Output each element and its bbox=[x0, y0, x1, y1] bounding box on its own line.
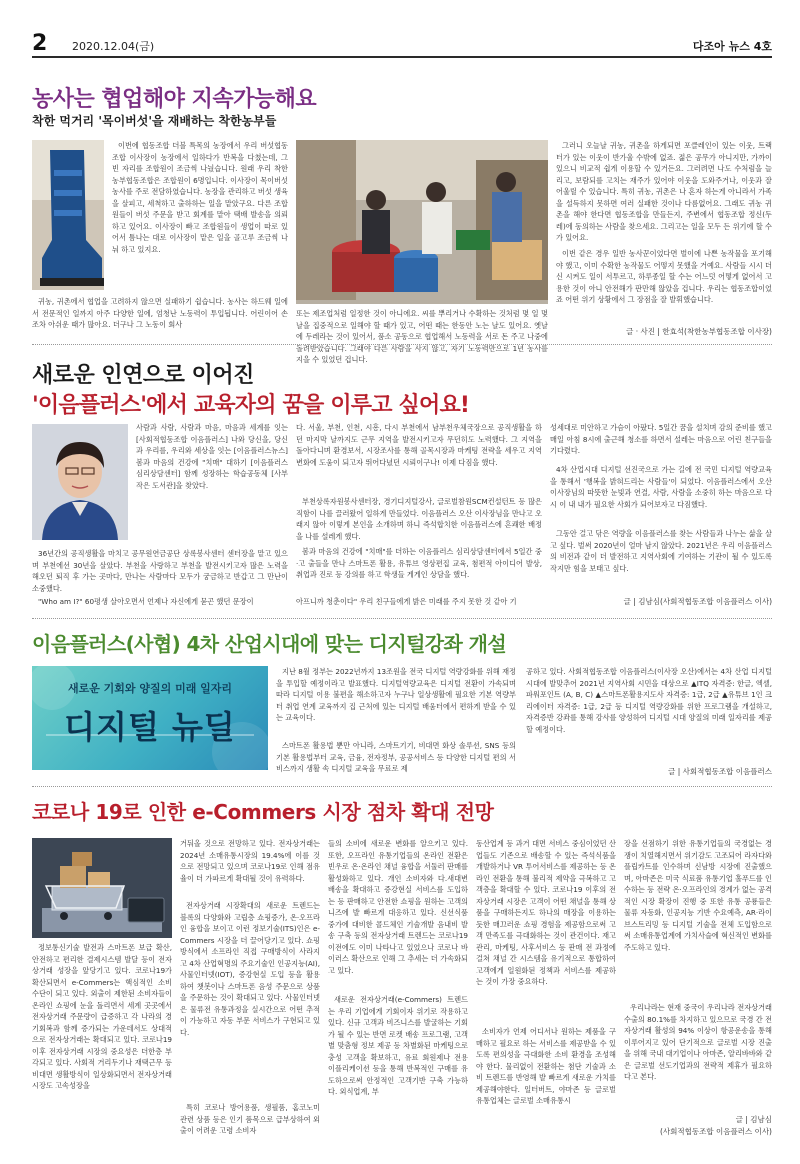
article-educator-col2: 다. 서울, 부천, 인천, 시흥, 다시 부천에서 남부천우체국장으로 공직생활을 하던 마지막 날까지도 근무 지역을 발전시키고자 무던히도 노력했다. 그 지역을 돌아다니며 환경보서, 시장조사를 통해 골목시장과 마케팅 전략을 세우고 지역 변화에 도움이 되고자 뛰어다녔던 시뢰이구나! 이제 다짐을 했다. bbox=[296, 423, 542, 467]
article-farming bbox=[32, 82, 772, 364]
article-digital-course-col1b: 스마트폰 활용법 뿐만 아니라, 스마트기기, 비대면 화상 솔루션, SNS 등의 기본 활용법부터 교육, 금융, 전자정부, 공공서비스 등 다양한 디지털 편의 서비스까지 생활 속 디지털 교육을 무료로 제 bbox=[276, 741, 516, 773]
page-header bbox=[32, 32, 772, 58]
article-educator-col2b: 부천상록자원봉사센터장, 경기디지털강사, 글로벌참원SCM컨설턴트 등 많은 직함이 나를 끌러왔어 일하게 만들었다. 이음플러스 오산 이사장님을 만나고 오래지 않아 이렇게 본인을 소개하며 하니 즉석합치한 이음플러스에 흔쾌한 배정을 나를 설레게 했다. bbox=[296, 497, 542, 541]
article-educator-col3: 성세대로 미안하고 가슴이 아팠다. 5일간 꿈을 설치며 감의 준비를 했고 매일 아침 8시에 출근해 청소를 하면서 설레는 마음으로 어린 친구들을 기다렸다. bbox=[550, 423, 772, 455]
page-number: 2 bbox=[32, 31, 48, 56]
article-educator-col3b: 4차 산업시대 디지털 선진국으로 가는 길에 전 국민 디지털 역량교육을 통해서 '행복을 밝혀드리는 사람들'이 되었다. 이음플러스에서 오산 이사장님의 따뜻한 눈빛과 연결, 사람, 사람을 소중히 하는 마음으로 다시 이 내 내가 필요한 사회가 되어보자고 다짐했다. bbox=[550, 465, 772, 509]
shopping-cart-photo bbox=[32, 838, 172, 938]
article-educator-title-line1: 새로운 인연으로 이어진 bbox=[32, 363, 254, 388]
article-educator-credit: 글 | 김남심(사회적협동조합 이음플러스 이사) bbox=[623, 597, 772, 606]
author-portrait-photo bbox=[32, 424, 128, 540]
article-ecommerce-col4b: 소비자가 언제 어디서나 원하는 제품을 구매하고 필요로 하는 서비스를 제공받을 수 있도록 편의성을 극대화한 소비 환경을 조성해야 한다. 물리없이 전환하는 첨단 기술과 소비 트렌드를 반영해 발 빠르게 새로운 가치를 제공해야한다. 일터버트, 야마존 등 글로벌 유통업체는 글로벌 소매유통시 bbox=[476, 1027, 616, 1105]
banner-title: 디지털 뉴딜 bbox=[64, 708, 236, 746]
article-educator-col1c: "Who am I?" 60평생 살아오면서 언제나 자신에게 묻곤 했던 문장이 bbox=[38, 597, 254, 606]
issue-date: 2020.12.04(금) bbox=[72, 40, 155, 53]
article-farming-col2: 또는 제조업처럼 일정한 것이 아니에요. 씨를 뿌리거나 수확하는 것처럼 몇 일 몇 날을 집중적으로 일해야 할 때가 있고, 어떤 때는 한동안 노는 날도 있어요. 옛날에 두레라는 것이 있어서, 품소 공동으로 협업해서 노동력을 서로 돈 주고 나중에 돌려받았습니다. 그래야 다른 사람을 사지 않고, 자기 노동력만으로 1년 농사를 지을 수 있었던 겁니다. bbox=[296, 309, 548, 364]
article-educator-title-line2: '이음플러스'에서 교육자의 꿈을 이루고 싶어요! bbox=[32, 393, 470, 418]
article-ecommerce-title: 코로나 19로 인한 e-Commers 시장 점차 확대 전망 bbox=[32, 800, 494, 824]
article-educator-col3c: 그동안 걸고 닦은 역량을 이음플러스를 찾는 사람들과 나누는 삶을 살고 싶다. 벌써 2020년이 얼마 남지 않았다. 2021년은 우리 이음플러스의 비전과 같이 더 발전하고 지역사회에 기여하는 기관이 될 수 있도록 작지만 힘을 보태고 싶다. bbox=[550, 529, 772, 573]
article-ecommerce-col4: 동산업계 등 과거 대면 서비스 중심이었던 산업들도 기존으로 배송할 수 있는 즉석식품을 개발하거나 VR 투어서비스를 제공하는 등 온라인 전환을 통해 불리적 제약을 극복하고 고객층을 확대할 수 있다. 코로나19 이후의 전자상거래 시장은 고객이 어떤 채널을 통해 상품을 구매하든지도 하나의 매장을 이용하는 듯한 매끄러운 쇼핑 경험을 제공함으로써 고객 만족도를 극대화하는 것이 관건이다. 재고관리, 마케팅, 사후서비스 등 판매 전 과정에 걸쳐 채널 간 시스템을 유기적으로 통합하여 고객에게 일원화된 정책과 서비스를 제공하는 것이 가장 중요하다. bbox=[476, 839, 616, 986]
article-farming-col1b: 귀농, 귀촌에서 협업을 고려하지 않으면 실패하기 쉽습니다. 농사는 하드웨 일에서 전문적인 일까지 아주 다양한 일에, 엄청난 노동력이 투입됩니다. 어린이어 손조차 아쉬운 때가 많아요. 더구나 그 노동이 회사 bbox=[32, 297, 288, 329]
article-educator bbox=[32, 358, 772, 620]
article-ecommerce-col2: 거둬올 것으로 전망하고 있다. 전자상거래는 2024년 소매유통시장의 19.4%에 이를 것으로 전망되고 있으며 코로나19로 인해 점유율이 더 가파르게 확대될 것이 유력하다. bbox=[180, 839, 320, 883]
article-educator-col1b: 36년간의 공직생활을 마치고 공무원연금공단 상록봉사센터 센터장을 맡고 있으며 부천에선 30년을 살았다. 부천을 사랑하고 부천을 발전시키고자 많은 노력을 해오던 퇴직 후 가는 곳마다, 만나는 사람마다 모두가 궁금하고 반갑고 그 만난이 소중했다. bbox=[32, 549, 288, 593]
article-ecommerce-col1: 정보통신기술 발전과 스마트폰 보급 확산, 안전하고 편리한 결제시스템 발달 등이 전자상거래 성장을 앞당기고 있다. 코로나19가 확산되면서 e-Commers는 핵심적인 소비 수단이 되고 있다. 외출이 제한된 소비자들이 온라인 쇼핑에 눈을 돌리면서 세계 곳곳에서 전자상거래 주문량이 급증하고 각 나라의 경기회복과 함께 증가되는 가운데서도 상대적으로 전자상거래는 확대되고 있다. 코로나19 이후 전자상거래 시장의 중요성은 더한층 부각되고 있다. 사회적 거리두기나 재택근무 등 비대면 생활방식이 일상화되면서 전자상거래 시장도 고속성장을 bbox=[32, 943, 172, 1090]
farmers-market-photo bbox=[296, 140, 548, 304]
article-farming-col3b: 이번 같은 경우 일반 농사꾼이었다면 벌이에 나쁜 농작물을 포기해야 했고, 이미 수확한 농작물도 어떻지 못했을 거예요. 사람들 시시 더신 시켜도 일이 서투르고, 하루종일 할 수는 어느덧 어떻게 없어서 고용한 것이 아니 안전해가 판만해 않았을 겁니다. 우리는 협동조합이었죠 어떤 위기 상황에서 그 장점을 잘 발휘했습니다. bbox=[556, 249, 772, 304]
injured-foot-photo bbox=[32, 140, 104, 290]
article-ecommerce-col2c: 특히 코로나 방어용품, 생필품, 홈코노미 관련 상품 등은 인기 품목으로 급부상하여 외출이 어려운 고령 소비자 bbox=[180, 1103, 320, 1135]
article-educator-col2d: 아프니까 청춘이다" 우리 친구들에게 밝은 미래를 주지 못한 것 같아 기 bbox=[296, 597, 517, 606]
article-farming-credit: 글 · 사진 | 한효석(착한농부협동조합 이사장) bbox=[626, 327, 772, 336]
section-divider bbox=[32, 786, 772, 787]
article-educator-col2c: 봄과 마음의 건강에 "치매"를 더하는 이음플러스 심리상담센터에서 5일간 중·고 출들을 만나 스마트폰 활용, 유튜브 영상편집 교육, 첨편적 아이디어 발상, 취업과 진로 등 강의를 하고 학생들 게게인 상담을 했다. bbox=[296, 547, 542, 579]
article-ecommerce-credit-name: 글 | 김남심 bbox=[735, 1115, 772, 1124]
article-ecommerce bbox=[32, 796, 772, 1141]
article-farming-col3: 그러니 오늘날 귀농, 귀촌을 하게되면 포클레인이 있는 이웃, 트랙터가 있는 이웃이 반가울 수밖에 없죠. 젊은 공무가 아니지만, 가까이 있으니 비교적 쉽게 이용할 수 있거든요. 그러려면 나도 수처럼을 늘리고, 보람되를 고치는 재주가 있어야 이웃을 도와주거나, 이웃과 잘 어울릴 수 있습니다. 특히 귀농, 귀촌은 나 혼자 하는게 아니라서 가족을 설득하지 못하면 여러 실패한 것이나 다름없어요. 그래도 귀농 귀촌을 해야 한다면 협동조합을 만들든지, 주변에서 협동조합 정신(두레)에 동의하는 사람을 찾으세요. 그리고는 일을 모두 든 위기에 할 수가 있어요. bbox=[556, 141, 772, 242]
banner-subtitle: 새로운 기회와 양질의 미래 일자리 bbox=[67, 682, 233, 695]
article-ecommerce-col5b: 우리나라는 현재 중국이 우리나라 전자상거래 수출의 80.1%를 차지하고 있으므로 국경 간 전자상거래 활성의 94% 이상이 항공운송을 통해 이루어지고 있어 단기적으로 글로벌 시장 진출을 위해 국내 대기업이나 아마존, 알리바바와 같은 글로벌 선도기업과의 전략적 제휴가 필요하다고 본다. bbox=[624, 1003, 772, 1081]
article-digital-course-credit: 글 | 사회적협동조합 이음플러스 bbox=[668, 767, 772, 776]
article-digital-course-col1: 지난 8월 정부는 2022년까지 13조원을 전국 디지털 역량강화를 위해 재정을 투입할 예정이라고 발표했다. 디지털역량교육은 디지털 전환이 가속되며 따라 디지털 이용 불편을 해소하고자 누구나 일상생활에 필요한 기본 역량부터 취업 연계 교육까지 집 근처에 있는 디지털 배움터에서 편하게 받을 수 있는 교육이다. bbox=[276, 667, 516, 722]
section-divider bbox=[32, 344, 772, 345]
article-ecommerce-col3: 들의 소비에 새로운 변화를 알으키고 있다. 또한, 오프라인 유통기업들의 온라인 전환은 빈우로 온·온라인 채널 융합을 서둘러 판매를 활성화하고 있다. 개인 소비자와 다.새대변 배송을 확대하고 증강현실 서비스를 도입하는 등 판매하고 안전한 쇼핑을 원하는 고객의 니즈에 발 빠르게 대응하고 있다. 신선식품 중가에 대비한 콜드체인 기술개발 음내비 발송 구축 등의 전자상거래 트렌드는 코로나19 이전에도 이미 나타나고 있었으나 코로나 바이러스 확산으로 인해 그 추세는 더 가속화되고 있다. bbox=[328, 839, 468, 975]
article-ecommerce-col5: 장을 선점하기 위한 유통기업들의 국경없는 경쟁이 치열해지면서 위기감도 고조되어 라자다와 플립카트를 인수하며 신남방 시장에 진출했으며, 아마존은 미국 식료품 유통기업 홀푸드를 인수하는 등 전략 온·오프라인의 경계가 없는 공격적인 시장 확장이 진행 중 또한 유통 공룡들은 물류 자동화, 인공지능 기반 수요예측, AR·라이브스트리밍 등 디지털 기술을 전체 도입함으로써 소매유통업계에 가치사슬에 혁신적인 변화를 주도하고 있다. bbox=[624, 839, 773, 952]
article-farming-title: 농사는 협업해야 지속가능해요 bbox=[32, 87, 317, 112]
article-farming-subtitle: 착한 먹거리 '목이버섯'을 재배하는 착한농부들 bbox=[32, 114, 277, 128]
article-ecommerce-col3b: 새로운 전자상거래(e-Commers) 트렌드는 우리 기업에게 기회이자 위기로 작용하고 있다. 신규 고객과 비즈니스를 발굴하는 기회가 될 수 있는 반면 로켓 배송 프로그램, 고객별 맞춤형 정보 제공 등 차별화된 마케팅으로 충성 고객을 확보하고, 유료 회원제나 전용 이플리케이션 등을 통해 반복적인 구매를 유도하으로써 안정적인 고객기반 구축 가능하다. 외식업계, 부 bbox=[328, 995, 468, 1096]
article-ecommerce-col2b: 전자상거래 시장확대의 새로운 트렌드는 블록의 다양화와 고립층 쇼핑증가, 온·오프라인 융합을 보이고 이런 정보기술(ITS)인은 e-Commers 시장을 더 끌어당기고 있다. 쇼핑방식에서 소프라인 직접 구매방식이 사라지고 4차 산업혁명의 주요기술인 인공지능(AI), 사물인터넷(IOT), 증강현실 도입 등을 활용하여 챗봇이나 스마트폰 음성 주문으로 상품을 주문하는 것이 확대되고 있다. 사물인터넷은 물류전 유통과정을 실시간으로 어떤 추적이 가능하고 자동 부문 서비스가 구현되고 있다. bbox=[180, 901, 320, 1037]
article-digital-course-col2: 공하고 있다. 사회적협동조합 이음플러스(이사장 오산)에서는 4차 산업 디지털 시대에 발맞추어 2021년 지역사회 시민을 대상으로 ▲ITQ 자격증: 한글, 엑셀, 파워포인트 (A, B, C) ▲스마트폰활용지도사 자격증: 1급, 2급 ▲유튜브 1인 크리에이터 자격증: 1급, 2급 등 디지털 역량강화를 위한 프로그램을 개설하고, 자격증반 강좌를 통해 강사를 양성하여 디지털 시대 양질의 미래 일자리를 제공할 예정이다. bbox=[526, 667, 772, 734]
digital-new-deal-banner bbox=[32, 666, 268, 770]
section-divider bbox=[32, 618, 772, 619]
newspaper-name: 다조아 뉴스 4호 bbox=[692, 40, 772, 53]
article-ecommerce-credit-org: (사회적협동조합 이음플러스 이사) bbox=[659, 1127, 772, 1136]
article-educator-col1: 사람과 사람, 사람과 마음, 마음과 세계를 잇는 [사회적협동조합 이음플러스] 나와 당신을, 당신과 우리를, 우리와 세상을 잇는 [이음플러스뉴스] 봄과 마음의 건강에 "치매" 대하기 [이음플러스 심리상담센터] 함께 성장하는 학습공동체 [사부작은 도서관]을 찾았다. bbox=[136, 423, 288, 490]
article-farming-col1: 이번에 협동조합 더블 특목의 농장에서 우리 버섯협동조합 이사장이 농장에서 일하다가 반복을 다쳤는데, 그 빈 자리를 조합원이 조금씩 나눴습니다. 원래 우리 착한농부협동조합은 조합원이 6명입니다. 이사장이 목이버섯 농사를 주로 전담하였습니다. 농장을 관리하고 버섯 생육을 살피고, 세척하고 출하하는 일을 맡았구요. 다른 조합원들이 버섯 주문을 받고 회계를 맡아 택배 발송을 의뢰하고 있어요. 이사장이 빠고 조합원들이 생업이 따로 있어서 틈나는 대로 이사장이 맡은 일을 골고루 조금씩 나눠 하고 있지요. bbox=[112, 141, 288, 254]
article-digital-course-title: 이음플러스(사협) 4차 산업시대에 맞는 디지털강좌 개설 bbox=[32, 632, 507, 656]
article-digital-course bbox=[32, 628, 772, 778]
